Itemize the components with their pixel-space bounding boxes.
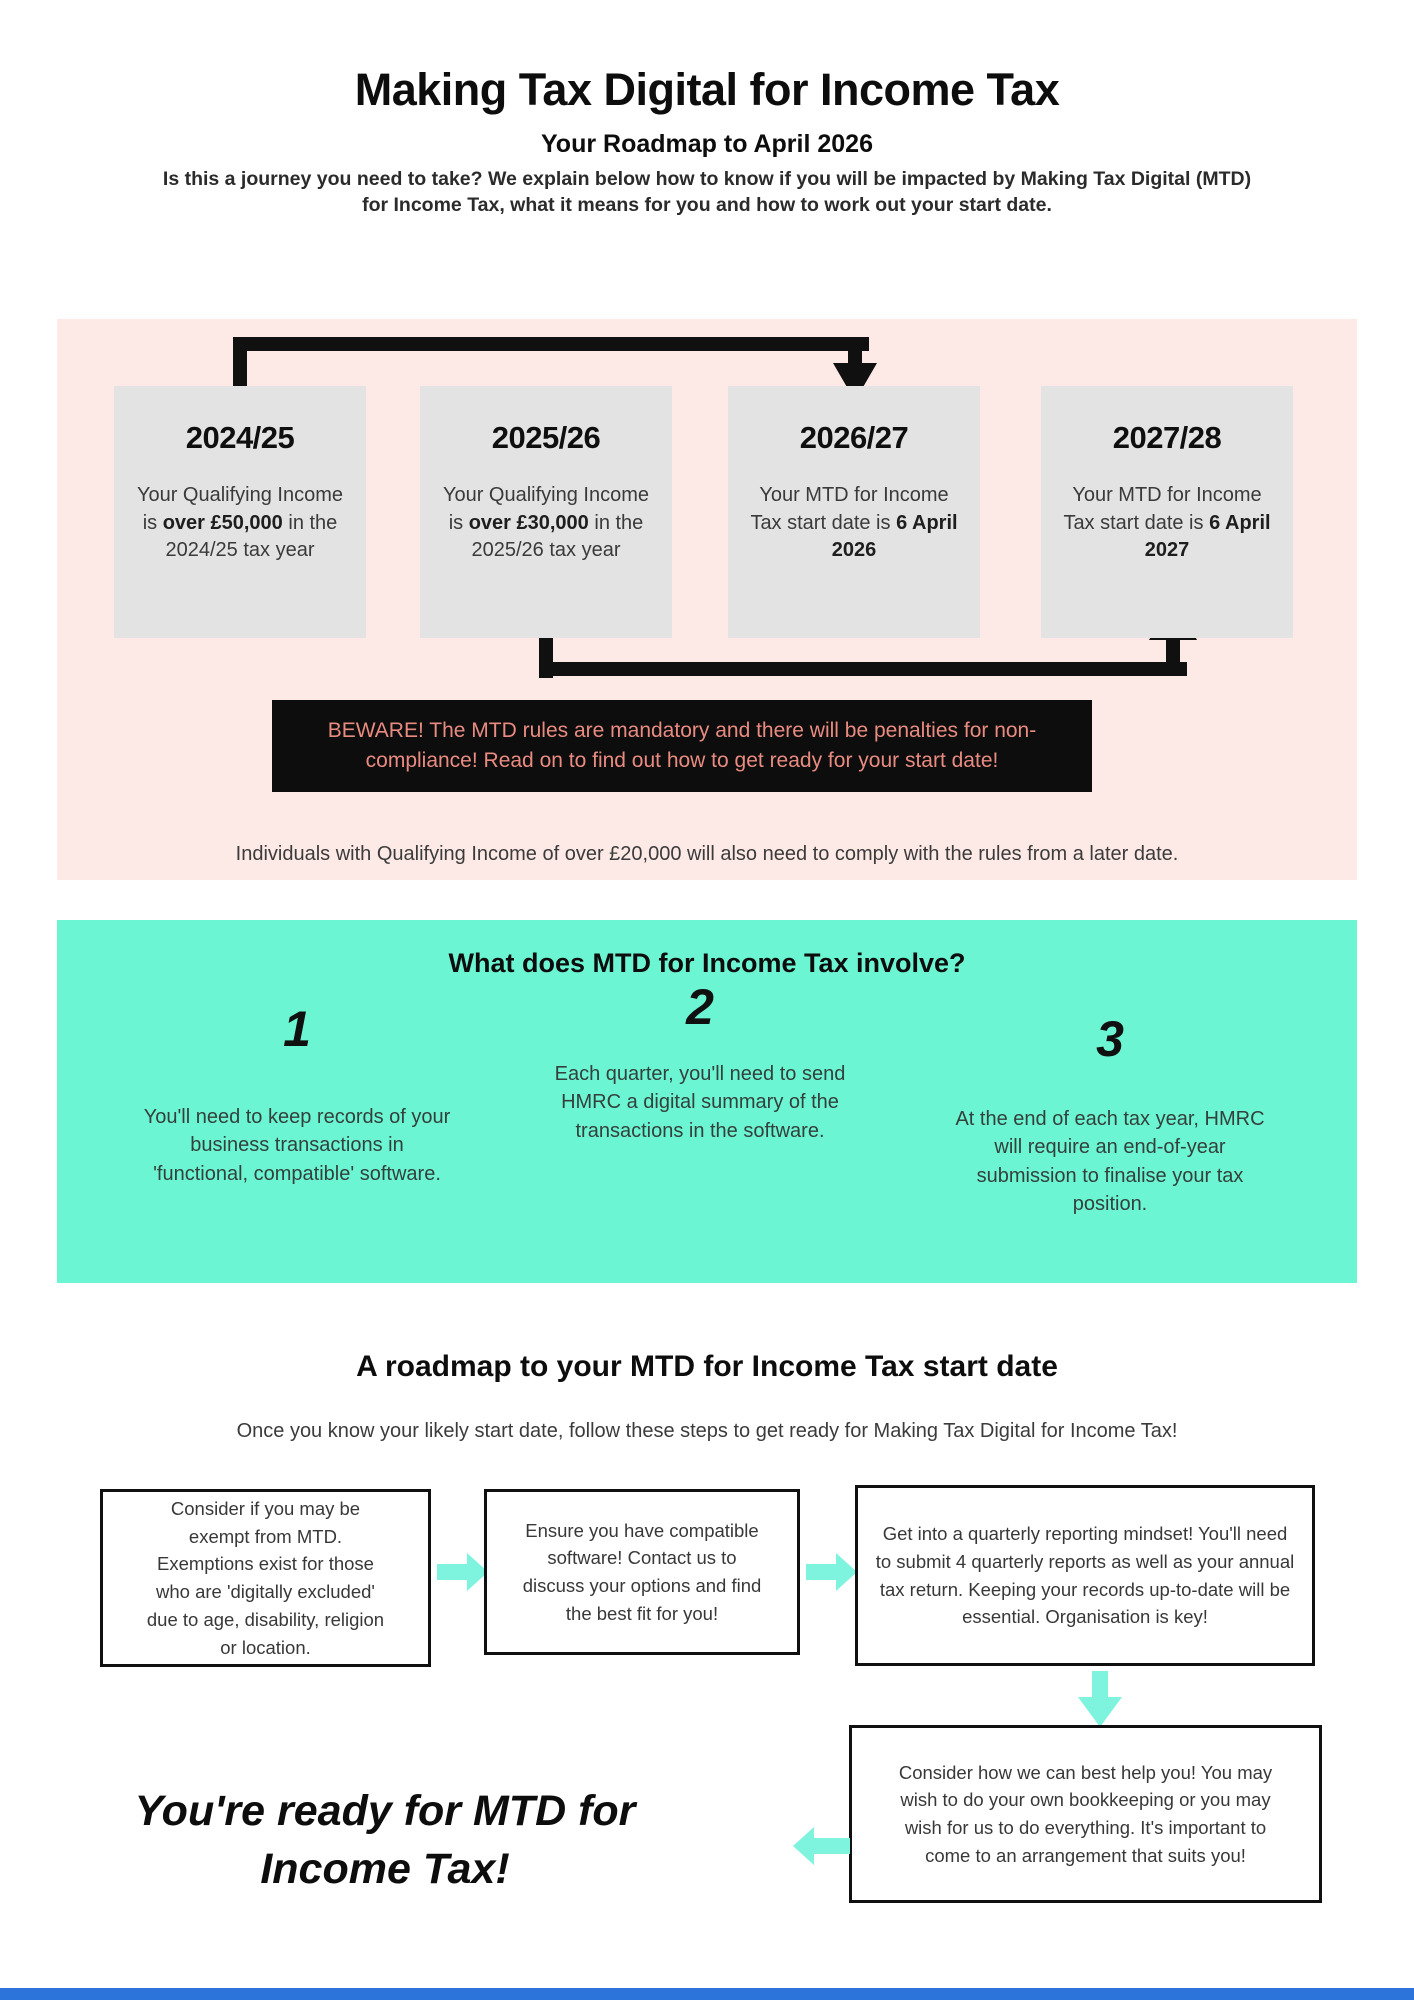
timeline-box-2024-25	[114, 386, 366, 638]
warning-text: BEWARE! The MTD rules are mandatory and there will be penalties for non-compliance! Read on to find out how to get ready for your start date!	[327, 719, 1037, 772]
step-text-1: You'll need to keep records of your business transactions in 'functional, compatible' software.	[143, 1106, 451, 1185]
text-segment: Your Qualifying Income is	[442, 484, 650, 534]
timeline-box-text	[132, 482, 348, 565]
roadmap-step-software: Ensure you have compatible software! Contact us to discuss your options and find the best fit for you!	[484, 1489, 800, 1655]
arrow-segment	[806, 1564, 838, 1580]
timeline-footnote: Individuals with Qualifying Income of over £20,000 will also need to comply with the rules from a later date.	[235, 843, 1179, 865]
step-number-3: 3	[1096, 1011, 1124, 1067]
timeline-box-text	[1059, 482, 1275, 565]
ready-line-2: Income Tax!	[260, 1845, 510, 1894]
timeline-box-year: 2024/25	[185, 420, 295, 455]
step-text-2: Each quarter, you'll need to send HMRC a digital summary of the transactions in the software.	[554, 1063, 846, 1142]
arrow-down-head-icon	[1078, 1697, 1122, 1727]
intro-text: Is this a journey you need to take? We explain below how to know if you will be impacted by Making Tax Digital (MTD) for Income Tax, what it means for you and how to work out your start date.	[162, 168, 1252, 216]
roadmap-step-exemption: Consider if you may be exempt from MTD. Exemptions exist for those who are 'digitally excluded' due to age, disability, religion or location.	[100, 1489, 431, 1667]
involve-section	[57, 920, 1357, 1283]
roadmap-step-help: Consider how we can best help you! You may wish to do your own bookkeeping or you may wish for us to do everything. It's important to come to an arrangement that suits you!	[849, 1725, 1322, 1903]
arrow-segment	[1092, 1671, 1108, 1699]
timeline-box-2027-28	[1041, 386, 1293, 638]
involve-heading: What does MTD for Income Tax involve?	[448, 948, 966, 978]
arrow-right-head-icon	[836, 1553, 857, 1591]
text-segment-bold: over £30,000	[468, 511, 589, 534]
timeline-box-2025-26	[420, 386, 672, 638]
arrow-segment	[1166, 640, 1180, 676]
roadmap-step-quarterly: Get into a quarterly reporting mindset! You'll need to submit 4 quarterly reports as well as your annual tax return. Keeping your records up-to-date will be essential. Organisation is key!	[855, 1485, 1315, 1666]
text-segment-bold: 6 April 2027	[1144, 511, 1271, 562]
text-segment-bold: over £50,000	[162, 511, 283, 534]
step-number-1: 1	[283, 1001, 311, 1057]
ready-statement	[110, 1782, 660, 1898]
step-number-2: 2	[686, 979, 714, 1035]
timeline-section	[57, 319, 1357, 880]
arrow-left-head-icon	[793, 1827, 814, 1865]
step-text-3: At the end of each tax year, HMRC will require an end-of-year submission to finalise your tax position.	[955, 1108, 1265, 1216]
ready-line-1: You're ready for MTD for	[134, 1787, 636, 1835]
text-segment: in the 2024/25 tax year	[165, 511, 338, 562]
text-segment-bold: 6 April 2026	[831, 511, 958, 562]
warning-banner	[272, 700, 1092, 792]
arrow-segment	[814, 1838, 850, 1854]
arrow-segment	[848, 337, 862, 365]
timeline-box-2026-27	[728, 386, 980, 638]
text-segment: Your MTD for Income Tax start date is	[750, 484, 949, 534]
text-segment: Your Qualifying Income is	[136, 484, 344, 534]
timeline-box-text	[746, 482, 962, 565]
arrow-segment	[539, 662, 1187, 676]
text-segment: in the 2025/26 tax year	[471, 511, 644, 562]
roadmap-heading: A roadmap to your MTD for Income Tax start date	[356, 1350, 1058, 1383]
timeline-box-text	[438, 482, 654, 565]
page-title: Making Tax Digital for Income Tax	[354, 64, 1060, 115]
timeline-box-year: 2027/28	[1112, 420, 1222, 455]
timeline-box-year: 2026/27	[799, 420, 909, 455]
arrow-segment	[233, 337, 869, 351]
roadmap-intro: Once you know your likely start date, follow these steps to get ready for Making Tax Digital for Income Tax!	[236, 1420, 1178, 1442]
arrow-segment	[437, 1564, 469, 1580]
text-segment: Your MTD for Income Tax start date is	[1063, 484, 1262, 534]
footer-bar	[0, 1988, 1414, 2000]
timeline-box-year: 2025/26	[491, 420, 601, 455]
page-subtitle: Your Roadmap to April 2026	[540, 130, 873, 158]
